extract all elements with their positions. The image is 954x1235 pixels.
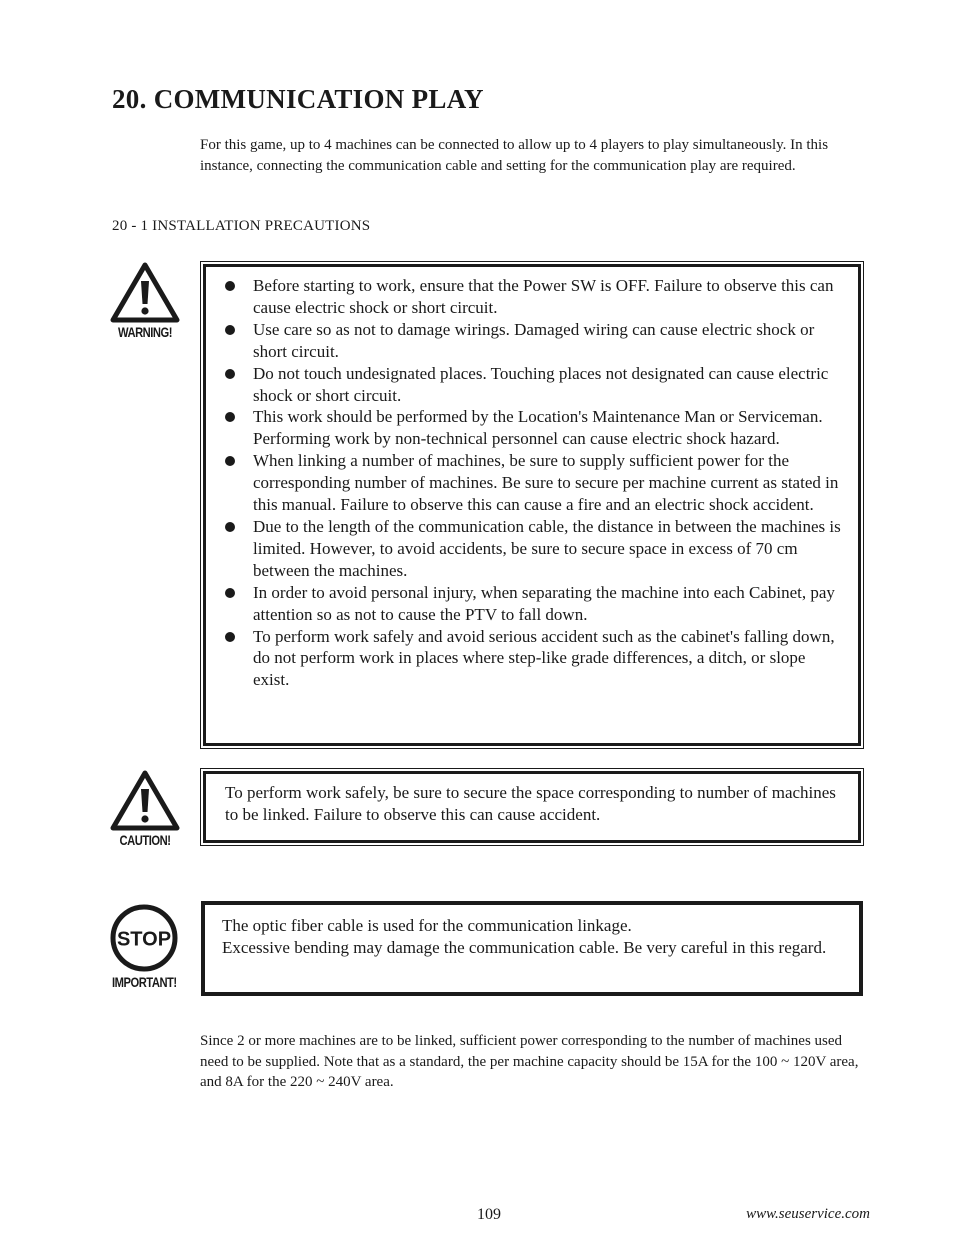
- caution-box: [200, 768, 864, 846]
- warning-item: This work should be performed by the Location's Maintenance Man or Serviceman. Performing work by non-technical personnel can cause electric shock hazard.: [206, 406, 858, 450]
- warning-item: In order to avoid personal injury, when separating the machine into each Cabinet, pay attention so as not to cause the PTV to fall down.: [206, 582, 858, 626]
- intro-paragraph: For this game, up to 4 machines can be connected to allow up to 4 players to play simultaneously. In this instance, connecting the communication cable and setting for the communication play are required.: [200, 137, 829, 174]
- page-title: 20. COMMUNICATION PLAY: [112, 84, 484, 114]
- warning-box: [200, 261, 864, 749]
- important-symbol: [104, 902, 184, 990]
- warning-symbol: [105, 262, 185, 340]
- warning-label: WARNING!: [117, 324, 173, 340]
- warning-item: When linking a number of machines, be sure to supply sufficient power for the corresponding number of machines. Be sure to secure per machine current as stated in this manual. Failure to observe this can cause a fire and an electric shock accident.: [206, 450, 858, 516]
- important-box: [201, 901, 863, 996]
- caution-symbol: [105, 770, 185, 848]
- stop-sign-icon: [110, 902, 178, 974]
- caution-label: CAUTION!: [119, 832, 171, 848]
- section-heading: 20 - 1 INSTALLATION PRECAUTIONS: [112, 218, 371, 234]
- power-note: Since 2 or more machines are to be linked, sufficient power corresponding to the number of machines used need to be supplied. Note that as a standard, the per machine capacity should be 15A for the 100 ~ 120V area, and 8A for the 220 ~ 240V area.: [200, 1033, 859, 1090]
- important-line-1: The optic fiber cable is used for the communication linkage.: [222, 916, 632, 935]
- warning-list: [206, 275, 858, 691]
- important-line-2: Excessive bending may damage the communication cable. Be very careful in this regard.: [222, 938, 827, 957]
- page-number: 109: [477, 1206, 501, 1223]
- exclamation-triangle-icon: [110, 262, 180, 324]
- warning-item: Use care so as not to damage wirings. Damaged wiring can cause electric shock or short circuit.: [206, 319, 858, 363]
- warning-item: Before starting to work, ensure that the Power SW is OFF. Failure to observe this can cause electric shock or short circuit.: [206, 275, 858, 319]
- warning-item: To perform work safely and avoid serious accident such as the cabinet's falling down, do not perform work in places where step-like grade differences, a ditch, or slope exist.: [206, 626, 858, 692]
- exclamation-triangle-icon: [110, 770, 180, 832]
- stop-sign-text: STOP: [116, 928, 172, 951]
- warning-item: Do not touch undesignated places. Touching places not designated can cause electric shock or short circuit.: [206, 363, 858, 407]
- important-label: IMPORTANT!: [112, 974, 177, 990]
- warning-item: Due to the length of the communication cable, the distance in between the machines is limited. However, to avoid accidents, be sure to secure space in excess of 70 cm between the machines.: [206, 516, 858, 582]
- caution-text: To perform work safely, be sure to secure the space corresponding to number of machines to be linked. Failure to observe this can cause accident.: [225, 783, 836, 824]
- website-link[interactable]: www.seuservice.com: [746, 1206, 870, 1222]
